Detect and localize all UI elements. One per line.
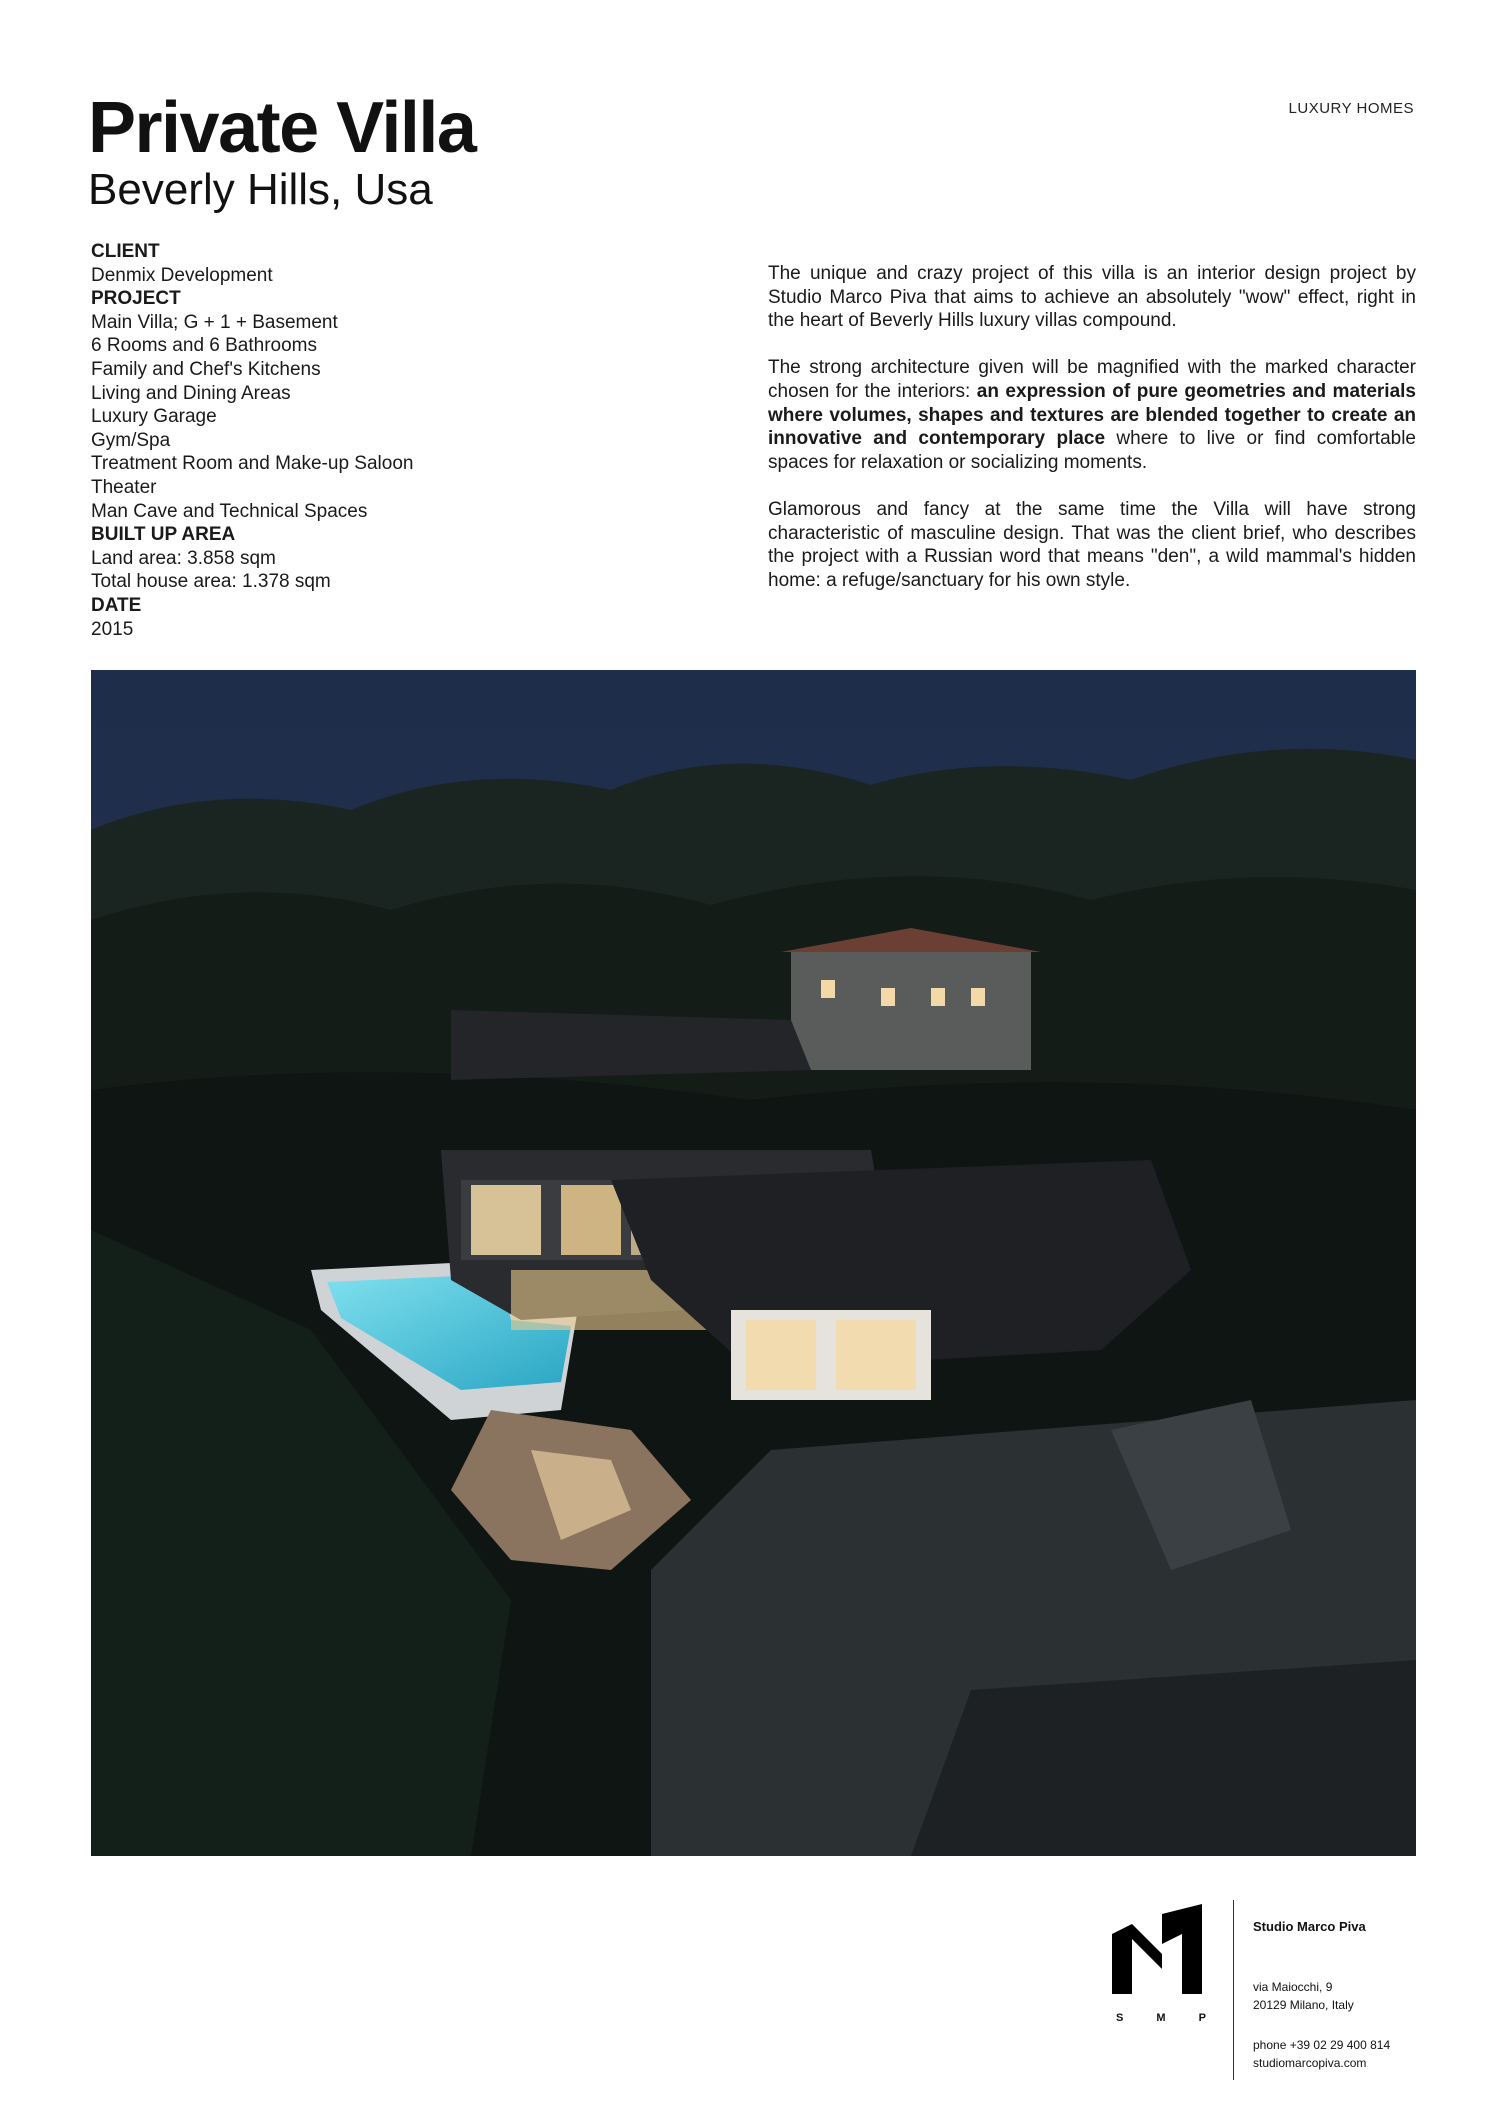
logo-letter-s: S bbox=[1116, 2012, 1124, 2024]
project-item: Theater bbox=[91, 476, 157, 498]
project-item: Living and Dining Areas bbox=[91, 382, 291, 404]
project-label: PROJECT bbox=[91, 288, 181, 310]
description-p2-end: where to live or find comfortable spaces for relaxation or socializing moments. bbox=[768, 428, 1416, 473]
date-value: 2015 bbox=[91, 618, 134, 640]
project-item: Family and Chef's Kitchens bbox=[91, 358, 321, 380]
project-item: Luxury Garage bbox=[91, 406, 217, 428]
website-link[interactable]: studiomarcopiva.com bbox=[1253, 2056, 1367, 2070]
neighbor-house bbox=[781, 928, 1041, 1070]
logo-letters bbox=[1116, 2012, 1206, 2024]
project-specs bbox=[91, 240, 711, 641]
footer-divider bbox=[1233, 1900, 1234, 2080]
description-paragraph-1: The unique and crazy project of this villa is an interior design project by Studio Marco Piva that aims to achieve an absolutely "wow" effect, right in the heart of Beverly Hills luxury villas compound. bbox=[768, 263, 1416, 332]
built-area-label: BUILT UP AREA bbox=[91, 524, 236, 546]
villa-night-render bbox=[91, 670, 1416, 1856]
studio-name: Studio Marco Piva bbox=[1253, 1919, 1366, 1934]
logo-letter-m: M bbox=[1156, 2012, 1166, 2024]
land-area-value: Land area: 3.858 sqm bbox=[91, 547, 276, 569]
project-item: Man Cave and Technical Spaces bbox=[91, 500, 368, 522]
house-area-value: Total house area: 1.378 sqm bbox=[91, 571, 331, 593]
project-item: 6 Rooms and 6 Bathrooms bbox=[91, 335, 318, 357]
address-line-2: 20129 Milano, Italy bbox=[1253, 1998, 1354, 2012]
location-subtitle: Beverly Hills, Usa bbox=[88, 165, 433, 214]
client-label: CLIENT bbox=[91, 241, 160, 262]
villa-illustration bbox=[91, 670, 1416, 1856]
studio-address bbox=[1253, 1978, 1354, 2014]
foreground-dark-roof bbox=[911, 1660, 1416, 1856]
project-item: Gym/Spa bbox=[91, 429, 171, 451]
client-value: Denmix Development bbox=[91, 264, 273, 286]
address-line-1: via Maiocchi, 9 bbox=[1253, 1980, 1333, 1994]
category-label: LUXURY HOMES bbox=[1288, 100, 1414, 117]
project-item: Treatment Room and Make-up Saloon bbox=[91, 453, 414, 475]
studio-contact bbox=[1253, 2036, 1390, 2072]
description-paragraph-3: Glamorous and fancy at the same time the Villa will have strong characteristic of masculine design. That was the client brief, who describes the project with a Russian word that means "den", a wild mammal's hidden home: a refuge/sanctuary for his own style. bbox=[768, 498, 1416, 591]
project-item: Main Villa; G + 1 + Basement bbox=[91, 311, 338, 333]
description-p2-bold: an expression of pure geometries and materials where volumes, shapes and textures are blended together to create an innovative and contemporary place bbox=[768, 380, 1416, 450]
description-p2-start: The strong architecture given will be magnified with the marked character chosen for the interiors: bbox=[768, 357, 1416, 402]
smp-logo-icon bbox=[1112, 1904, 1212, 1994]
logo-letter-p: P bbox=[1198, 2012, 1206, 2024]
phone-number: phone +39 02 29 400 814 bbox=[1253, 2038, 1391, 2052]
page-title: Private Villa bbox=[88, 88, 476, 168]
date-label: DATE bbox=[91, 594, 142, 616]
project-description bbox=[768, 262, 1416, 592]
description-paragraph-2 bbox=[768, 356, 1416, 474]
